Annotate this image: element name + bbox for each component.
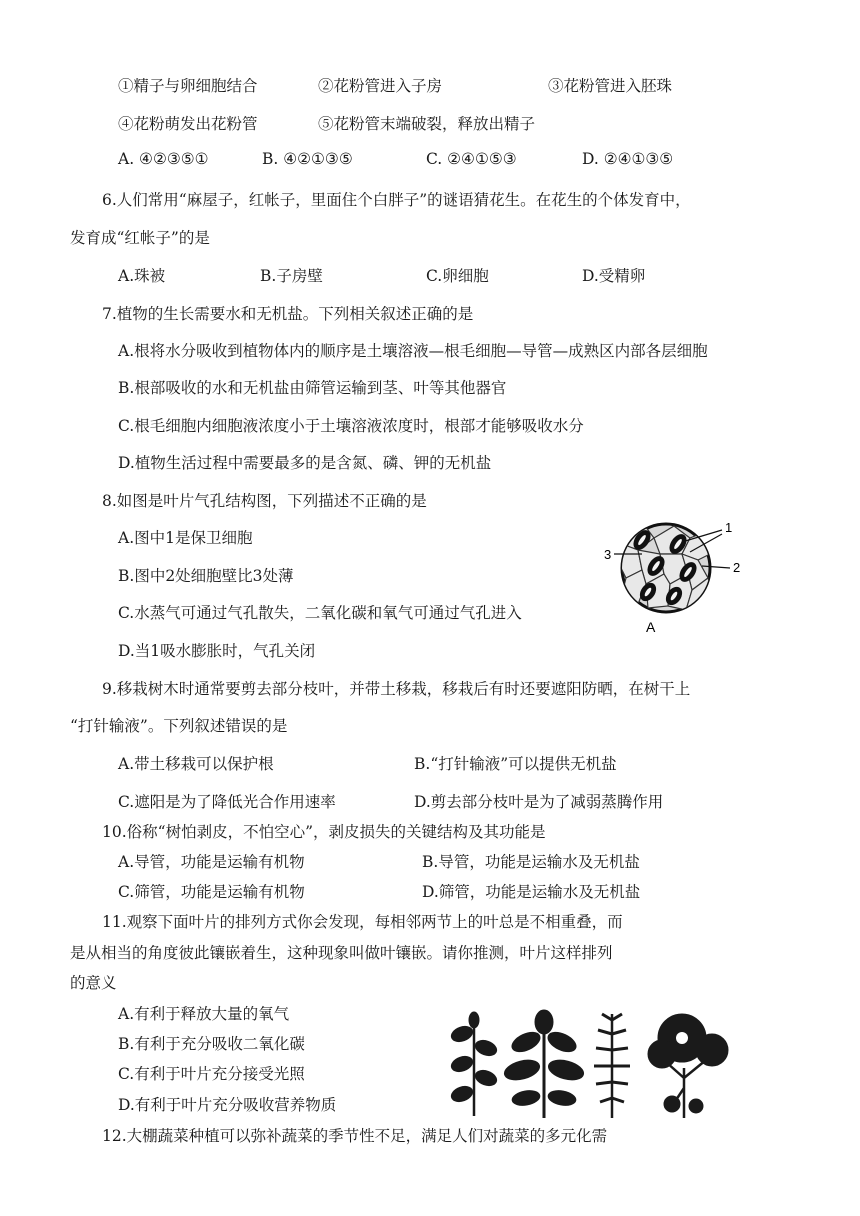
- label-3: 3: [604, 547, 612, 562]
- q10-option-d: D.筛管，功能是运输水及无机盐: [422, 883, 641, 901]
- plant-4-illustration: [648, 1014, 728, 1118]
- q5-option-a: A. ④②③⑤①: [118, 150, 209, 168]
- q5-option-d: D. ②④①③⑤: [582, 150, 674, 168]
- plant-2-illustration: [502, 1010, 585, 1118]
- q6-stem-line1: 6.人们常用“麻屋子，红帐子，里面住个白胖子”的谜语猜花生。在花生的个体发育中，: [102, 191, 691, 209]
- q5-option-c: C. ②④①⑤③: [426, 150, 517, 168]
- q6-stem-line2: 发育成“红帐子”的是: [70, 229, 210, 247]
- plant-3-illustration: [594, 1014, 630, 1118]
- q11-option-c: C.有利于叶片充分接受光照: [118, 1065, 305, 1083]
- q8-stem: 8.如图是叶片气孔结构图，下列描述不正确的是: [102, 492, 427, 510]
- q11-option-d: D.有利于叶片充分吸收营养物质: [118, 1096, 337, 1114]
- label-1: 1: [725, 520, 733, 535]
- q7-stem: 7.植物的生长需要水和无机盐。下列相关叙述正确的是: [102, 305, 474, 323]
- q8-option-d: D.当1吸水膨胀时，气孔关闭: [118, 642, 316, 660]
- q10-option-b: B.导管，功能是运输水及无机盐: [422, 853, 640, 871]
- q11-option-a: A.有利于释放大量的氧气: [118, 1005, 290, 1023]
- q9-option-d: D.剪去部分枝叶是为了减弱蒸腾作用: [414, 793, 664, 811]
- q5-step-4: ④花粉萌发出花粉管: [118, 115, 258, 133]
- q5-step-5: ⑤花粉管末端破裂，释放出精子: [318, 115, 536, 133]
- q6-option-c: C.卵细胞: [426, 267, 489, 285]
- q9-stem-line1: 9.移栽树木时通常要剪去部分枝叶，并带土移栽，移栽后有时还要遮阳防晒，在树干上: [102, 680, 691, 698]
- q5-option-b: B. ④②①③⑤: [262, 150, 353, 168]
- q7-option-b: B.根部吸收的水和无机盐由筛管运输到茎、叶等其他器官: [118, 379, 507, 397]
- q8-option-c: C.水蒸气可通过气孔散失，二氧化碳和氧气可通过气孔进入: [118, 604, 522, 622]
- q6-option-a: A.珠被: [118, 267, 166, 285]
- label-a: A: [646, 619, 656, 635]
- q5-step-2: ②花粉管进入子房: [318, 77, 443, 95]
- q11-option-b: B.有利于充分吸收二氧化碳: [118, 1035, 305, 1053]
- q8-option-a: A.图中1是保卫细胞: [118, 529, 253, 547]
- q10-stem: 10.俗称“树怕剥皮，不怕空心”，剥皮损失的关键结构及其功能是: [102, 823, 546, 841]
- q9-option-a: A.带土移栽可以保护根: [118, 755, 274, 773]
- q12-stem: 12.大棚蔬菜种植可以弥补蔬菜的季节性不足，满足人们对蔬菜的多元化需: [102, 1127, 608, 1145]
- label-2: 2: [733, 560, 741, 575]
- q11-stem-line1: 11.观察下面叶片的排列方式你会发现，每相邻两节上的叶总是不相重叠，而: [102, 913, 623, 931]
- q7-option-d: D.植物生活过程中需要最多的是含氮、磷、钾的无机盐: [118, 454, 492, 472]
- stomata-diagram: [598, 508, 750, 638]
- q9-option-c: C.遮阳是为了降低光合作用速率: [118, 793, 336, 811]
- q10-option-a: A.导管，功能是运输有机物: [118, 853, 305, 871]
- q9-option-b: B.“打针输液”可以提供无机盐: [414, 755, 617, 773]
- leaf-mosaic-illustration: [444, 1008, 734, 1120]
- q10-option-c: C.筛管，功能是运输有机物: [118, 883, 305, 901]
- q7-option-a: A.根将水分吸收到植物体内的顺序是土壤溶液—根毛细胞—导管—成熟区内部各层细胞: [118, 342, 708, 360]
- q6-option-d: D.受精卵: [582, 267, 646, 285]
- plant-1-illustration: [449, 1012, 498, 1116]
- q5-step-1: ①精子与卵细胞结合: [118, 77, 258, 95]
- q8-option-b: B.图中2处细胞壁比3处薄: [118, 567, 294, 585]
- q11-stem-line3: 的意义: [70, 974, 117, 992]
- q9-stem-line2: “打针输液”。下列叙述错误的是: [70, 717, 288, 735]
- q6-option-b: B.子房壁: [260, 267, 323, 285]
- q11-stem-line2: 是从相当的角度彼此镶嵌着生，这种现象叫做叶镶嵌。请你推测，叶片这样排列: [70, 944, 613, 962]
- q5-step-3: ③花粉管进入胚珠: [548, 77, 673, 95]
- q7-option-c: C.根毛细胞内细胞液浓度小于土壤溶液浓度时，根部才能够吸收水分: [118, 417, 584, 435]
